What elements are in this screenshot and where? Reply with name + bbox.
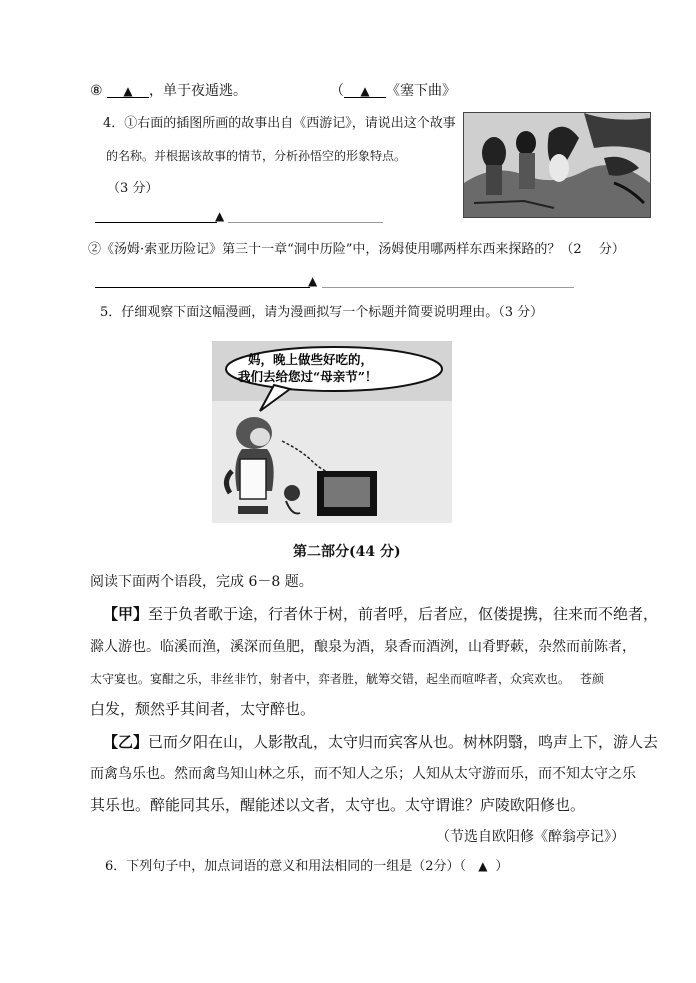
passage-jia-line3: 太守宴也。宴酣之乐，非丝非竹，射者中，弈者胜，觥筹交错，起坐而喧哗者，众宾欢也。 苍颜: [90, 672, 604, 686]
q4-sub2: ②《汤姆·索亚历险记》第三十一章“洞中历险”中，汤姆使用哪两样东西来探路的？（2 分）: [88, 242, 625, 257]
passage-yi-line3: 其乐也。醉能同其乐，醒能述以文者，太守也。太守谓谁？庐陵欧阳修也。: [90, 796, 586, 814]
answer-triangle-icon: ▲: [308, 274, 318, 288]
answer-triangle-icon: ▲: [360, 84, 370, 98]
bubble-line1: 妈，晚上做些好吃的，: [248, 352, 374, 367]
passage-text: 已而夕阳在山，人影散乱，太守归而宾客从也。树林阴翳，鸣声上下，游人去: [148, 733, 659, 751]
q3-line: [90, 84, 247, 98]
item-number: ⑧: [90, 83, 103, 99]
passage-yi-line1: [103, 735, 658, 750]
illustration-image: [464, 113, 650, 217]
paren-close: ）: [495, 859, 509, 874]
part2-title: 第二部分(44 分): [293, 544, 401, 560]
answer-line-bold[interactable]: [95, 287, 310, 288]
passage-yi-line2: 而禽鸟乐也。然而禽鸟知山林之乐，而不知人之乐；人知从太守游而乐，而不知太守之乐: [90, 766, 636, 782]
answer-blank[interactable]: [344, 85, 386, 98]
passage-label-yi: 【乙】: [103, 733, 149, 751]
answer-blank[interactable]: [107, 85, 149, 98]
answer-triangle-icon[interactable]: ▲: [478, 859, 488, 873]
passage-jia-line2: 滁人游也。临溪而渔，溪深而鱼肥，酿泉为酒，泉香而酒洌，山肴野蔌，杂然而前陈者，: [90, 639, 636, 655]
answer-line-bold[interactable]: [95, 222, 217, 223]
q3-source: [330, 84, 456, 98]
source-note: （节选自欧阳修《醉翁亭记》）: [436, 829, 625, 845]
answer-triangle-icon: ▲: [123, 84, 133, 98]
q5-prompt: 5．仔细观察下面这幅漫画，请为漫画拟写一个标题并简要说明理由。（3 分）: [100, 305, 544, 320]
poem-text: ，单于夜遁逃。: [149, 83, 248, 99]
answer-triangle-icon: ▲: [215, 209, 225, 223]
passage-text: 至于负者歌于途，行者休于树，前者呼，后者应，伛偻提携，往来而不绝者，: [148, 605, 659, 623]
q4-score: （3 分）: [107, 181, 159, 196]
mothers-day-cartoon: [212, 341, 452, 523]
passage-jia-line4: 白发，颓然乎其间者，太守醉也。: [90, 700, 316, 718]
poem-source: 《塞下曲》: [386, 83, 456, 99]
journey-to-the-west-illustration: [463, 112, 651, 218]
q4-line1: 4．①右面的插图所画的故事出自《西游记》，请说出这个故事: [103, 116, 456, 131]
q6-prompt: [105, 860, 508, 873]
passage-label-jia: 【甲】: [103, 605, 149, 623]
paren-open: （: [330, 83, 344, 99]
q4-line2: 的名称。并根据该故事的情节，分析孙悟空的形象特点。: [106, 149, 407, 163]
part2-intro: 阅读下面两个语段，完成 6－8 题。: [90, 574, 313, 590]
q6-text: 6．下列句子中，加点词语的意义和用法相同的一组是（2分）（: [105, 859, 467, 874]
bubble-line2: 我们去给您过“母亲节”！: [238, 369, 378, 384]
passage-jia-line1: [103, 607, 658, 622]
answer-line-thin[interactable]: [322, 287, 574, 288]
answer-line-thin[interactable]: [228, 222, 383, 223]
